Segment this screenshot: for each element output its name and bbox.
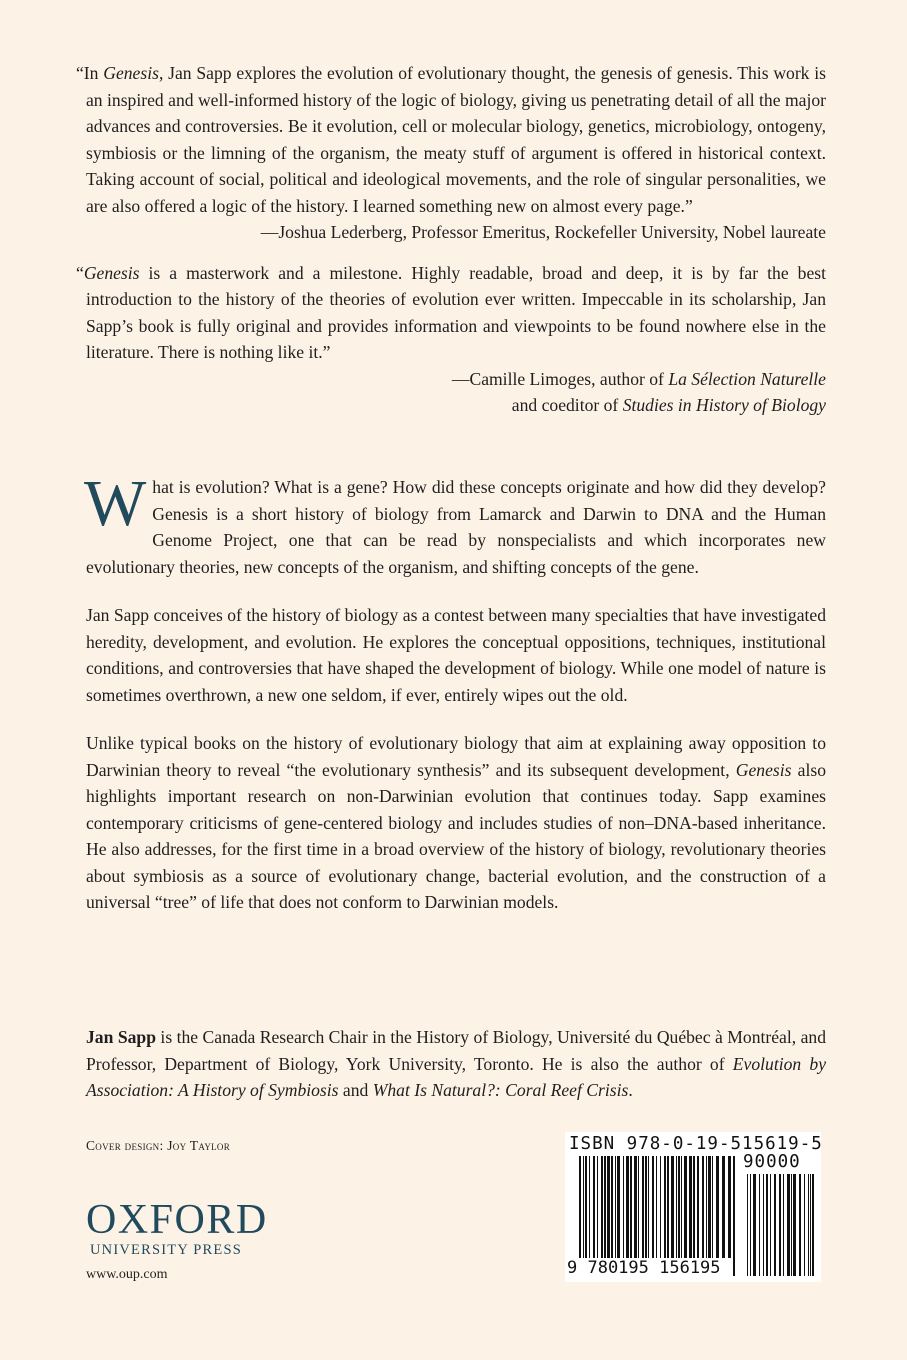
description-paragraph-2: Jan Sapp conceives of the history of biology as a contest between many specialties that have investigated heredity, development, and evolution. He explores the conceptual oppositions, techniques, institutional conditions, and controversies that have shaped the development of biology. While one model of nature is sometimes overthrown, a new one seldom, if ever, entirely wipes out the old. [86, 605, 826, 705]
barcode-bar [604, 1156, 606, 1258]
barcode-bar [630, 1156, 632, 1258]
cover-design-credit [86, 1138, 230, 1154]
barcode-bar [712, 1156, 713, 1258]
quote-attribution-line2 [86, 392, 826, 419]
barcode-bar [693, 1156, 695, 1258]
barcode-bar [733, 1156, 735, 1276]
barcode-bar [589, 1156, 590, 1258]
other-book-title: What Is Natural?: Coral Reef Crisis [372, 1080, 629, 1100]
barcode-bar [799, 1174, 801, 1276]
barcode-bar [585, 1156, 587, 1258]
endorsements [76, 60, 826, 419]
bio-text: is the Canada Research Chair in the History of Biology, Université du Québec à Montréal, and Professor, Department of Biology, York University, Toronto. He is also the author of [86, 1027, 826, 1074]
barcode-bar [808, 1174, 809, 1276]
barcode-bar [787, 1174, 790, 1276]
attribution-book-title: La Sélection Naturelle [668, 368, 826, 389]
quote-title: Genesis [83, 262, 140, 283]
quote-lederberg [76, 60, 826, 246]
isbn-text: ISBN 978-0-19-515619-5 [569, 1134, 823, 1154]
barcode-bar [597, 1156, 598, 1258]
barcode-bar [783, 1174, 784, 1276]
barcode-bar [664, 1156, 666, 1258]
barcode-bar [634, 1156, 637, 1258]
publisher-subname: UNIVERSITY PRESS [90, 1242, 243, 1258]
barcode-bar [706, 1156, 707, 1258]
author-bio [86, 1024, 826, 1104]
publisher-url: www.oup.com [86, 1267, 168, 1282]
barcode-bar [770, 1174, 771, 1276]
paragraph-text: Unlike typical books on the history of evolutionary biology that aim at explaining away opposition to Darwinian theory to reveal “the evolutionary synthesis” and its subsequent development, [86, 733, 826, 780]
barcode-bar [638, 1156, 639, 1258]
isbn-barcode [565, 1132, 821, 1282]
barcode-bar [763, 1174, 764, 1276]
attribution-mid: and coeditor of [511, 395, 623, 415]
barcode-bar [753, 1174, 756, 1276]
barcode-bar [810, 1174, 811, 1276]
barcode-bar [617, 1156, 620, 1258]
barcode-bar [626, 1156, 629, 1258]
cover-designer: Joy Taylor [167, 1138, 231, 1153]
barcode-bar [697, 1156, 699, 1258]
barcode-bar [676, 1156, 677, 1258]
drop-cap: W [84, 467, 147, 540]
barcode-bar [716, 1156, 719, 1258]
barcode-bar [750, 1174, 751, 1276]
barcode-bar [607, 1156, 610, 1258]
quote-limoges [76, 260, 826, 419]
barcode-bar [684, 1156, 687, 1258]
barcode-bar [779, 1174, 781, 1276]
quote-text: is a masterwork and a milestone. Highly readable, broad and deep, it is by far the best introduction to the history of the theories of evolution ever written. Impeccable in its scholarship, Jan Sapp’s book is fully original and provides information and viewpoints to be found nowhere else in the literature. There is nothing like it.” [86, 262, 826, 362]
quote-open: “ [76, 262, 84, 283]
barcode-bar [766, 1174, 768, 1276]
barcode-bar [791, 1174, 792, 1276]
description-paragraph-3 [86, 730, 826, 916]
bio-text: and [338, 1080, 373, 1100]
barcode-bar [747, 1174, 748, 1276]
barcode-bar [702, 1156, 704, 1258]
barcode-bar [601, 1156, 603, 1258]
barcode-bar [623, 1156, 624, 1258]
other-book-title: Evolution by Association: A History of Symbiosis [86, 1053, 827, 1100]
bio-text: . [628, 1080, 633, 1100]
barcode-bar [678, 1156, 680, 1258]
barcode-bar [728, 1156, 731, 1258]
quote-text: , Jan Sapp explores the evolution of evolutionary thought, the genesis of genesis. This work is an inspired and well-informed history of the logic of biology, giving us penetrating detail of all the major advances and controversies. Be it evolution, cell or molecular biology, genetics, microbiology, ontogeny, symbiosis or the limning of the organism, the meaty stuff of argument is offered in historical context. Taking account of social, political and ideological movements, and the role of singular personalities, we are also offered a logic of the history. I learned something new on almost every page.” [86, 63, 826, 216]
barcode-bar [774, 1174, 776, 1276]
book-description [84, 467, 826, 938]
price-code: 90000 [743, 1152, 801, 1172]
quote-title: Genesis [103, 63, 159, 83]
barcode-bar [759, 1174, 760, 1276]
barcode-bar [645, 1156, 647, 1258]
barcode-bar [722, 1156, 725, 1258]
barcode-bar [642, 1156, 644, 1258]
quote-attribution: —Joshua Lederberg, Professor Emeritus, Rockefeller University, Nobel laureate [260, 222, 826, 242]
quote-attribution [86, 366, 826, 393]
book-title: Genesis [735, 759, 792, 780]
barcode-bar [648, 1156, 649, 1258]
paragraph-text: also highlights important research on non-Darwinian evolution that continues today. Sapp examines contemporary criticisms of gene-centered biology and includes studies of non–DNA-based inheritance. He also addresses, for the first time in a broad overview of the history of biology, revolutionary theories about symbiosis as a source of evolutionary change, bacterial evolution, and the construction of a universal “tree” of life that does not conform to Darwinian models. [86, 759, 826, 912]
barcode-bar [583, 1156, 584, 1258]
description-paragraph-1 [84, 467, 826, 580]
barcode-bar [671, 1156, 674, 1258]
barcode-digits: 9 780195 156195 [567, 1258, 721, 1278]
attribution-prefix: —Camille Limoges, author of [451, 368, 669, 389]
barcode-bar [593, 1156, 595, 1258]
barcode-bar [652, 1156, 654, 1258]
barcode-bar [793, 1174, 796, 1276]
author-name: Jan Sapp [86, 1027, 156, 1047]
barcode-bar [667, 1156, 669, 1258]
barcode-bar [615, 1156, 616, 1258]
barcode-bar [708, 1156, 711, 1258]
barcode-bar [611, 1156, 613, 1258]
cover-design-label: Cover design: [86, 1138, 164, 1153]
barcode-bar [812, 1174, 814, 1276]
quote-open: “In [76, 63, 104, 83]
barcode-bar [681, 1156, 682, 1258]
barcode-bar [689, 1156, 692, 1258]
paragraph-text: hat is evolution? What is a gene? How did these concepts originate and how did they develop? Genesis is a short history of biology from Lamarck and Darwin to DNA and the Human Genome Project, one that can be read by nonspecialists and which incorporates new evolutionary theories, new concepts of the organism, and shifting concepts of the gene. [86, 477, 826, 577]
attribution-book-title: Studies in History of Biology [622, 395, 826, 415]
publisher-logo: OXFORD [86, 1197, 268, 1243]
barcode-bar [804, 1174, 805, 1276]
